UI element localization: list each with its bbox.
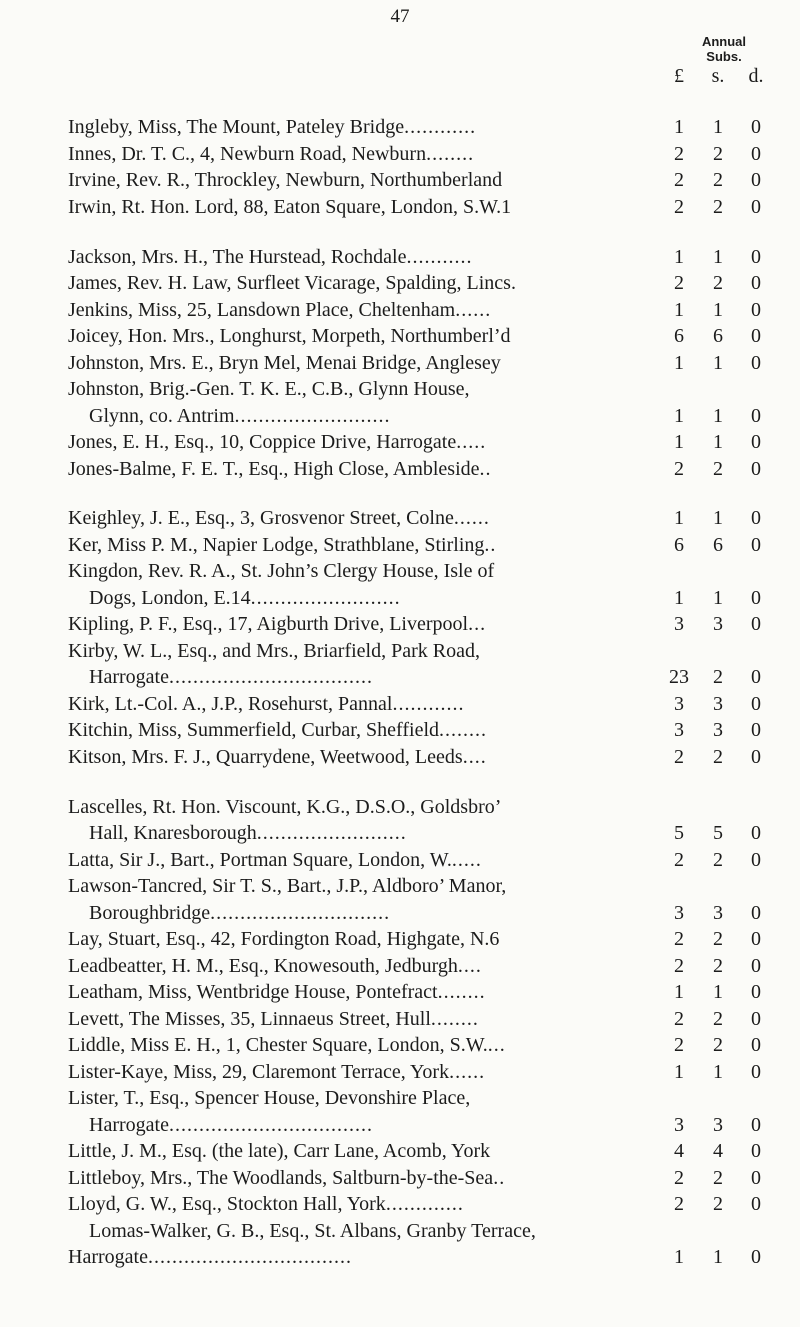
list-item (0, 403, 800, 430)
shillings-value: 2 (713, 928, 723, 950)
pounds-value: 1 (674, 405, 684, 427)
list-item (0, 1085, 800, 1112)
list-item (0, 1191, 800, 1218)
entry-name-address: Liddle, Miss E. H., 1, Chester Square, London, S.W. (68, 1034, 488, 1056)
subscription-amount (0, 1059, 800, 1086)
dot-leader: ........ (430, 1008, 479, 1030)
list-item (0, 167, 800, 194)
pence-value: 0 (751, 928, 761, 950)
list-item (0, 794, 800, 821)
pence-value: 0 (751, 1167, 761, 1189)
shillings-value: 2 (713, 143, 723, 165)
entry-name-address: Littleboy, Mrs., The Woodlands, Saltburn-by-the-Sea (68, 1167, 494, 1189)
pence-value: 0 (751, 822, 761, 844)
entry-name-address: Lawson-Tancred, Sir T. S., Bart., J.P., Aldboro’ Manor, (68, 875, 507, 897)
entry-name-address: Jackson, Mrs. H., The Hurstead, Rochdale (68, 246, 407, 268)
pence-value: 0 (751, 299, 761, 321)
subscription-amount (0, 820, 800, 847)
shillings-value: 6 (713, 325, 723, 347)
dot-leader: ... (468, 613, 487, 635)
shillings-value: 2 (713, 196, 723, 218)
pence-value: 0 (751, 431, 761, 453)
list-item (0, 847, 800, 874)
page-number: 47 (390, 6, 410, 27)
pence-value: 0 (751, 458, 761, 480)
pounds-value: 3 (674, 719, 684, 741)
entry-name-address: Lay, Stuart, Esq., 42, Fordington Road, Highgate, N.6 (68, 928, 500, 950)
dot-leader: .................................. (147, 1246, 352, 1268)
entry-name-address: Boroughbridge (89, 902, 211, 924)
pounds-value: 1 (674, 352, 684, 374)
subscription-amount (0, 900, 800, 927)
entry-name-address: Keighley, J. E., Esq., 3, Grosvenor Street, Colne (68, 507, 454, 529)
entry-name-address: Kitchin, Miss, Summerfield, Curbar, Sheffield (68, 719, 440, 741)
entry-name-address: Kirk, Lt.-Col. A., J.P., Rosehurst, Pannal (68, 693, 393, 715)
pence-value: 0 (751, 143, 761, 165)
list-item (0, 1032, 800, 1059)
list-item (0, 717, 800, 744)
entry-name-address: Joicey, Hon. Mrs., Longhurst, Morpeth, Northumberl’d (68, 325, 511, 347)
shillings-value: 1 (713, 1246, 723, 1268)
shillings-value: 2 (713, 746, 723, 768)
dot-leader: ..... (451, 849, 482, 871)
list-item (0, 456, 800, 483)
shillings-value: 4 (713, 1140, 723, 1162)
shillings-value: 3 (713, 613, 723, 635)
dot-leader: ........ (426, 143, 475, 165)
subscription-amount (0, 141, 800, 168)
entry-name-address: Johnston, Brig.-Gen. T. K. E., C.B., Glynn House, (68, 378, 470, 400)
entry-name-address: Lister-Kaye, Miss, 29, Claremont Terrace, York (68, 1061, 450, 1083)
pounds-value: 1 (674, 1061, 684, 1083)
pounds-value: 3 (674, 613, 684, 635)
shillings-value: 1 (713, 405, 723, 427)
pence-value: 0 (751, 719, 761, 741)
pounds-value: 1 (674, 507, 684, 529)
dot-leader: ..... (456, 431, 487, 453)
annual-subs-header-line2: Subs. (706, 49, 742, 64)
entry-name-address: Little, J. M., Esq. (the late), Carr Lane, Acomb, York (68, 1140, 491, 1162)
shillings-value: 2 (713, 169, 723, 191)
subscription-amount (0, 270, 800, 297)
shillings-value: 6 (713, 534, 723, 556)
pounds-value: 2 (674, 928, 684, 950)
subscription-amount (0, 297, 800, 324)
shillings-value: 2 (713, 272, 723, 294)
subscription-amount (0, 1006, 800, 1033)
subscription-amount (0, 1032, 800, 1059)
pence-value: 0 (751, 981, 761, 1003)
subscription-amount (0, 323, 800, 350)
subscription-amount (0, 244, 800, 271)
pounds-value: 2 (674, 1008, 684, 1030)
list-item (0, 744, 800, 771)
shillings-value: 1 (713, 299, 723, 321)
pounds-value: 1 (674, 299, 684, 321)
pounds-value: 2 (674, 1034, 684, 1056)
annual-subs-header (668, 34, 780, 64)
list-item (0, 558, 800, 585)
pence-value: 0 (751, 613, 761, 635)
subscription-amount (0, 429, 800, 456)
subscription-amount (0, 691, 800, 718)
dot-leader: ...... (449, 1061, 486, 1083)
subscription-amount (0, 1244, 800, 1271)
shillings-value: 2 (713, 849, 723, 871)
pence-value: 0 (751, 169, 761, 191)
subscription-amount (0, 585, 800, 612)
entry-name-address: Kirby, W. L., Esq., and Mrs., Briarfield, Park Road, (68, 640, 480, 662)
dot-leader: ...... (455, 299, 492, 321)
pence-value: 0 (751, 116, 761, 138)
dot-leader: ........ (439, 719, 488, 741)
pounds-value: 2 (674, 458, 684, 480)
pence-value: 0 (751, 1008, 761, 1030)
pounds-value: 1 (674, 431, 684, 453)
subscription-amount (0, 873, 800, 900)
pence-value: 0 (751, 1034, 761, 1056)
subscription-amount (0, 505, 800, 532)
entry-name-address: Jenkins, Miss, 25, Lansdown Place, Cheltenham (68, 299, 456, 321)
dot-leader: .............................. (210, 902, 391, 924)
list-item (0, 1059, 800, 1086)
shillings-value: 2 (713, 1034, 723, 1056)
entry-name-address: Leadbeatter, H. M., Esq., Knowesouth, Jedburgh (68, 955, 458, 977)
list-item (0, 270, 800, 297)
pounds-value: 3 (674, 1114, 684, 1136)
dot-leader: .................................. (168, 1114, 373, 1136)
dot-leader: ......................... (250, 587, 401, 609)
entry-name-address: Lister, T., Esq., Spencer House, Devonshire Place, (68, 1087, 471, 1109)
entry-name-address: Jones, E. H., Esq., 10, Coppice Drive, Harrogate (68, 431, 457, 453)
dot-leader: .......................... (234, 405, 391, 427)
subscription-amount (0, 1218, 800, 1245)
entry-name-address: Lomas-Walker, G. B., Esq., St. Albans, Granby Terrace, (89, 1220, 536, 1242)
pence-value: 0 (751, 1140, 761, 1162)
pounds-value: 2 (674, 169, 684, 191)
pence-value: 0 (751, 405, 761, 427)
list-item (0, 873, 800, 900)
entry-name-address: Johnston, Mrs. E., Bryn Mel, Menai Bridge, Anglesey (68, 352, 501, 374)
list-item (0, 1244, 800, 1271)
entry-name-address: James, Rev. H. Law, Surfleet Vicarage, Spalding, Lincs. (68, 272, 516, 294)
pence-value: 0 (751, 693, 761, 715)
pounds-value: 1 (674, 587, 684, 609)
subscription-amount (0, 611, 800, 638)
subscription-amount (0, 194, 800, 221)
pounds-value: 3 (674, 693, 684, 715)
pence-value: 0 (751, 325, 761, 347)
subscription-amount (0, 114, 800, 141)
list-item (0, 505, 800, 532)
shillings-value: 1 (713, 352, 723, 374)
pounds-value: 2 (674, 272, 684, 294)
entry-name-address: Harrogate (68, 1246, 148, 1268)
subscription-amount (0, 1138, 800, 1165)
list-item (0, 953, 800, 980)
shillings-value: 2 (713, 1167, 723, 1189)
pounds-value: 5 (674, 822, 684, 844)
entry-name-address: Jones-Balme, F. E. T., Esq., High Close, Ambleside (68, 458, 480, 480)
subscription-amount (0, 532, 800, 559)
shillings-value: 3 (713, 1114, 723, 1136)
list-item (0, 350, 800, 377)
subscription-amount (0, 664, 800, 691)
pence-value: 0 (751, 272, 761, 294)
pounds-value: 2 (674, 196, 684, 218)
pence-value: 0 (751, 955, 761, 977)
list-item (0, 585, 800, 612)
pounds-value: 1 (674, 246, 684, 268)
list-item (0, 611, 800, 638)
pounds-unit-label: £ (674, 65, 684, 87)
entry-name-address: Hall, Knaresborough (89, 822, 257, 844)
entry-name-address: Dogs, London, E.14 (89, 587, 251, 609)
list-item (0, 820, 800, 847)
pence-unit-label: d. (748, 65, 764, 87)
list-item (0, 1138, 800, 1165)
subscription-amount (0, 376, 800, 403)
pence-value: 0 (751, 587, 761, 609)
entry-name-address: Irwin, Rt. Hon. Lord, 88, Eaton Square, London, S.W.1 (68, 196, 512, 218)
list-item (0, 323, 800, 350)
pence-value: 0 (751, 1246, 761, 1268)
subscription-amount (0, 167, 800, 194)
subscription-amount (0, 456, 800, 483)
entry-name-address: Levett, The Misses, 35, Linnaeus Street, Hull (68, 1008, 431, 1030)
list-item (0, 1006, 800, 1033)
shillings-value: 3 (713, 693, 723, 715)
pence-value: 0 (751, 1193, 761, 1215)
list-item (0, 141, 800, 168)
dot-leader: ...... (453, 507, 490, 529)
subscription-amount (0, 953, 800, 980)
shillings-value: 1 (713, 587, 723, 609)
pounds-value: 6 (674, 325, 684, 347)
subscription-amount (0, 350, 800, 377)
shillings-value: 1 (713, 246, 723, 268)
list-item (0, 194, 800, 221)
entry-name-address: Lloyd, G. W., Esq., Stockton Hall, York (68, 1193, 386, 1215)
shillings-value: 2 (713, 666, 723, 688)
dot-leader: .. (479, 458, 492, 480)
list-item (0, 664, 800, 691)
subscription-amount (0, 638, 800, 665)
dot-leader: .. (484, 534, 497, 556)
subscription-amount (0, 558, 800, 585)
pounds-value: 2 (674, 1167, 684, 1189)
shillings-value: 2 (713, 458, 723, 480)
list-item (0, 1218, 800, 1245)
list-item (0, 297, 800, 324)
shillings-value: 3 (713, 902, 723, 924)
entry-name-address: Kipling, P. F., Esq., 17, Aigburth Drive, Liverpool (68, 613, 469, 635)
pounds-value: 1 (674, 1246, 684, 1268)
dot-leader: ........ (437, 981, 486, 1003)
pence-value: 0 (751, 849, 761, 871)
entry-name-address: Harrogate (89, 1114, 169, 1136)
list-item (0, 1165, 800, 1192)
entry-name-address: Harrogate (89, 666, 169, 688)
entry-name-address: Kitson, Mrs. F. J., Quarrydene, Weetwood, Leeds (68, 746, 463, 768)
subscription-amount (0, 1085, 800, 1112)
pence-value: 0 (751, 196, 761, 218)
entry-name-address: Latta, Sir J., Bart., Portman Square, London, W. (68, 849, 452, 871)
shillings-value: 5 (713, 822, 723, 844)
pence-value: 0 (751, 352, 761, 374)
pounds-value: 4 (674, 1140, 684, 1162)
pence-value: 0 (751, 1061, 761, 1083)
annual-subs-header-line1: Annual (701, 34, 747, 49)
shillings-value: 1 (713, 507, 723, 529)
list-item (0, 114, 800, 141)
list-item (0, 376, 800, 403)
list-item (0, 1112, 800, 1139)
pounds-value: 23 (669, 666, 689, 688)
pounds-value: 2 (674, 849, 684, 871)
shillings-value: 3 (713, 719, 723, 741)
entry-name-address: Ker, Miss P. M., Napier Lodge, Strathblane, Stirling (68, 534, 485, 556)
pounds-value: 3 (674, 902, 684, 924)
entry-name-address: Kingdon, Rev. R. A., St. John’s Clergy House, Isle of (68, 560, 495, 582)
dot-leader: .... (457, 955, 482, 977)
dot-leader: ........... (406, 246, 473, 268)
list-item (0, 638, 800, 665)
shillings-value: 2 (713, 955, 723, 977)
dot-leader: ............ (404, 116, 477, 138)
list-item (0, 979, 800, 1006)
list-item (0, 691, 800, 718)
pence-value: 0 (751, 902, 761, 924)
pence-value: 0 (751, 746, 761, 768)
list-item (0, 429, 800, 456)
pounds-value: 1 (674, 981, 684, 1003)
dot-leader: ......................... (256, 822, 407, 844)
shillings-value: 2 (713, 1008, 723, 1030)
subscription-amount (0, 794, 800, 821)
shillings-value: 2 (713, 1193, 723, 1215)
shillings-value: 1 (713, 116, 723, 138)
pounds-value: 2 (674, 955, 684, 977)
list-item (0, 900, 800, 927)
dot-leader: ............. (385, 1193, 464, 1215)
entry-name-address: Glynn, co. Antrim (89, 405, 235, 427)
shillings-unit-label: s. (711, 65, 725, 87)
subscription-amount (0, 926, 800, 953)
subscription-amount (0, 847, 800, 874)
pounds-value: 1 (674, 116, 684, 138)
entry-name-address: Ingleby, Miss, The Mount, Pateley Bridge (68, 116, 405, 138)
pence-value: 0 (751, 507, 761, 529)
pounds-value: 6 (674, 534, 684, 556)
dot-leader: ... (487, 1034, 506, 1056)
subscription-amount (0, 979, 800, 1006)
list-item (0, 532, 800, 559)
list-item (0, 244, 800, 271)
entry-name-address: Irvine, Rev. R., Throckley, Newburn, Northumberland (68, 169, 503, 191)
dot-leader: ............ (392, 693, 465, 715)
subscription-amount (0, 744, 800, 771)
entry-name-address: Leatham, Miss, Wentbridge House, Pontefract (68, 981, 438, 1003)
pounds-value: 2 (674, 746, 684, 768)
pence-value: 0 (751, 534, 761, 556)
pence-value: 0 (751, 1114, 761, 1136)
list-item (0, 926, 800, 953)
dot-leader: .................................. (168, 666, 373, 688)
subscription-amount (0, 717, 800, 744)
subscription-amount (0, 1112, 800, 1139)
shillings-value: 1 (713, 431, 723, 453)
entry-name-address: Lascelles, Rt. Hon. Viscount, K.G., D.S.O., Goldsbro’ (68, 796, 502, 818)
pounds-value: 2 (674, 1193, 684, 1215)
pounds-value: 2 (674, 143, 684, 165)
pence-value: 0 (751, 666, 761, 688)
dot-leader: .... (462, 746, 487, 768)
shillings-value: 1 (713, 981, 723, 1003)
dot-leader: .. (493, 1167, 506, 1189)
subscription-amount (0, 1165, 800, 1192)
subscription-amount (0, 403, 800, 430)
pence-value: 0 (751, 246, 761, 268)
entry-name-address: Innes, Dr. T. C., 4, Newburn Road, Newburn (68, 143, 427, 165)
shillings-value: 1 (713, 1061, 723, 1083)
subscription-amount (0, 1191, 800, 1218)
